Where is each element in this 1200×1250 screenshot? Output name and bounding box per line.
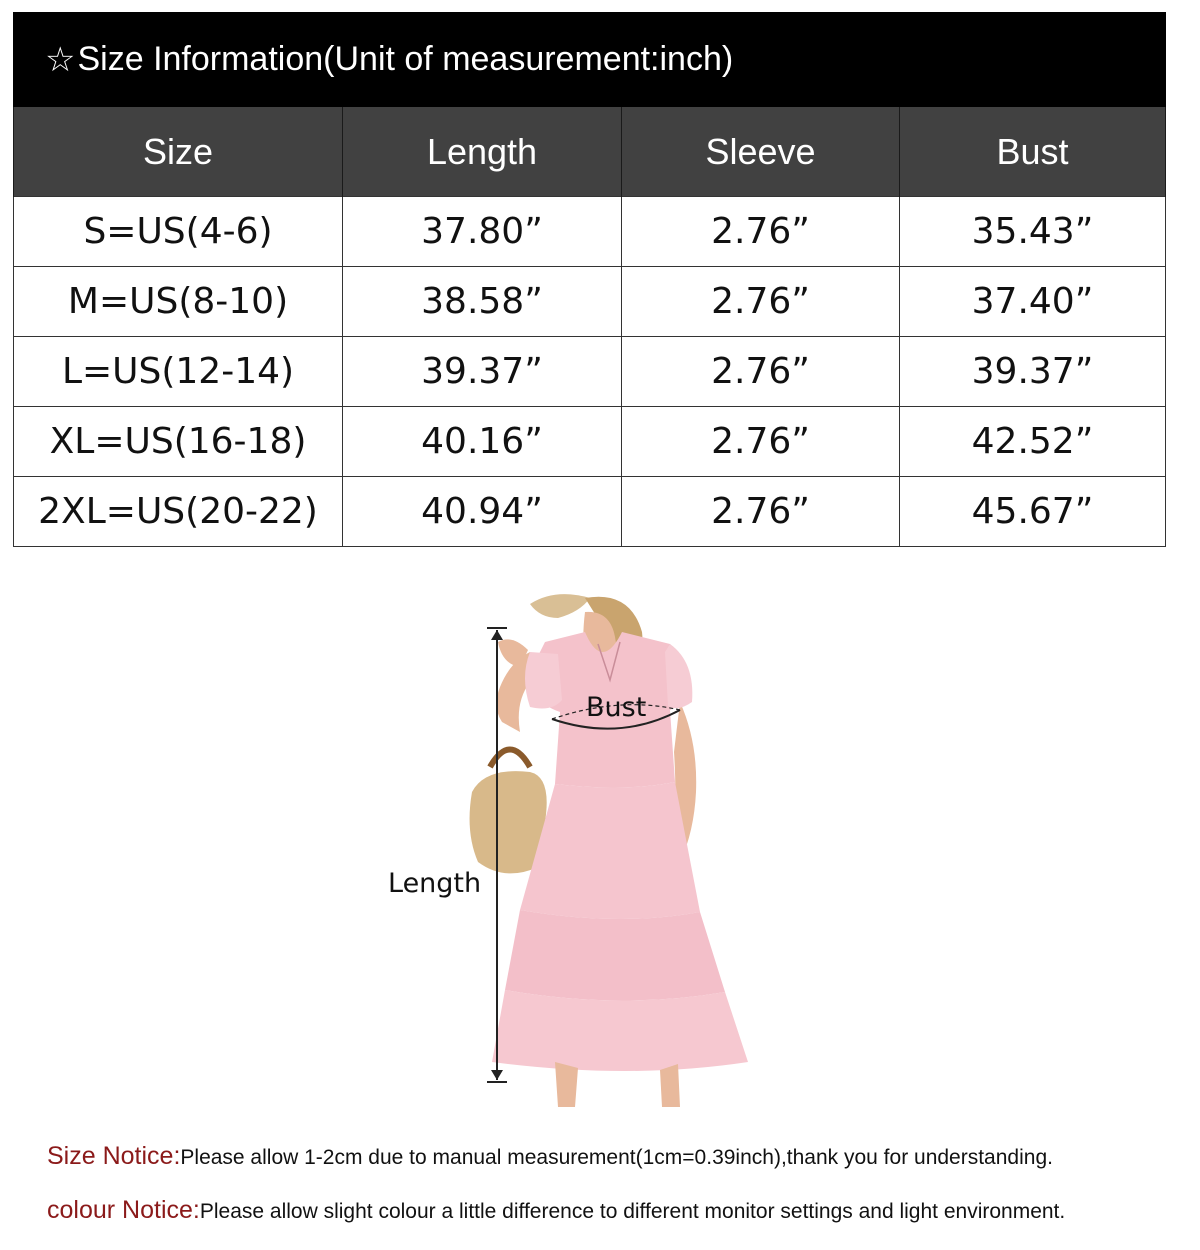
length-cell: 40.94” <box>343 477 622 547</box>
size-notice-text: Please allow 1-2cm due to manual measurement(1cm=0.39inch),thank you for understanding. <box>180 1146 1053 1169</box>
bust-cell: 42.52” <box>900 407 1166 477</box>
straw-hat <box>530 594 590 618</box>
length-arrow-down-icon <box>491 1070 503 1080</box>
bust-label: Bust <box>586 692 647 723</box>
right-sleeve <box>665 644 692 708</box>
column-header-size: Size <box>14 107 343 197</box>
size-cell: L=US(12-14) <box>14 337 343 407</box>
size-info-title-bar <box>13 12 1166 107</box>
sleeve-cell: 2.76” <box>622 197 900 267</box>
column-header-length: Length <box>343 107 622 197</box>
table-row <box>14 477 1166 547</box>
size-table <box>13 107 1166 547</box>
size-notice-label: Size Notice: <box>47 1142 181 1170</box>
sleeve-cell: 2.76” <box>622 407 900 477</box>
sleeve-cell: 2.76” <box>622 337 900 407</box>
size-cell: S=US(4-6) <box>14 197 343 267</box>
column-header-bust: Bust <box>900 107 1166 197</box>
left-sleeve <box>525 652 562 708</box>
table-row <box>14 407 1166 477</box>
colour-notice-label: colour Notice: <box>47 1196 200 1224</box>
skirt-tier-1 <box>520 782 700 919</box>
bust-cell: 37.40” <box>900 267 1166 337</box>
size-cell: 2XL=US(20-22) <box>14 477 343 547</box>
dress-measurement-figure <box>380 592 800 1112</box>
table-header-row <box>14 107 1166 197</box>
length-cell: 39.37” <box>343 337 622 407</box>
sleeve-cell: 2.76” <box>622 477 900 547</box>
length-arrow-up-icon <box>491 630 503 640</box>
size-info-title: Size Information(Unit of measurement:inch) <box>77 40 734 78</box>
size-notice <box>47 1142 1053 1171</box>
table-row <box>14 197 1166 267</box>
sleeve-cell: 2.76” <box>622 267 900 337</box>
bust-cell: 39.37” <box>900 337 1166 407</box>
table-row <box>14 267 1166 337</box>
colour-notice <box>47 1196 1065 1225</box>
skirt-tier-2 <box>505 910 725 1001</box>
star-icon: ☆ <box>45 40 76 79</box>
length-label: Length <box>388 868 482 899</box>
table-row <box>14 337 1166 407</box>
column-header-sleeve: Sleeve <box>622 107 900 197</box>
bust-cell: 35.43” <box>900 197 1166 267</box>
length-cell: 37.80” <box>343 197 622 267</box>
bust-cell: 45.67” <box>900 477 1166 547</box>
skirt-tier-3 <box>492 990 748 1071</box>
length-cell: 40.16” <box>343 407 622 477</box>
size-cell: M=US(8-10) <box>14 267 343 337</box>
length-cell: 38.58” <box>343 267 622 337</box>
size-cell: XL=US(16-18) <box>14 407 343 477</box>
colour-notice-text: Please allow slight colour a little difference to different monitor settings and light environment. <box>199 1200 1066 1223</box>
